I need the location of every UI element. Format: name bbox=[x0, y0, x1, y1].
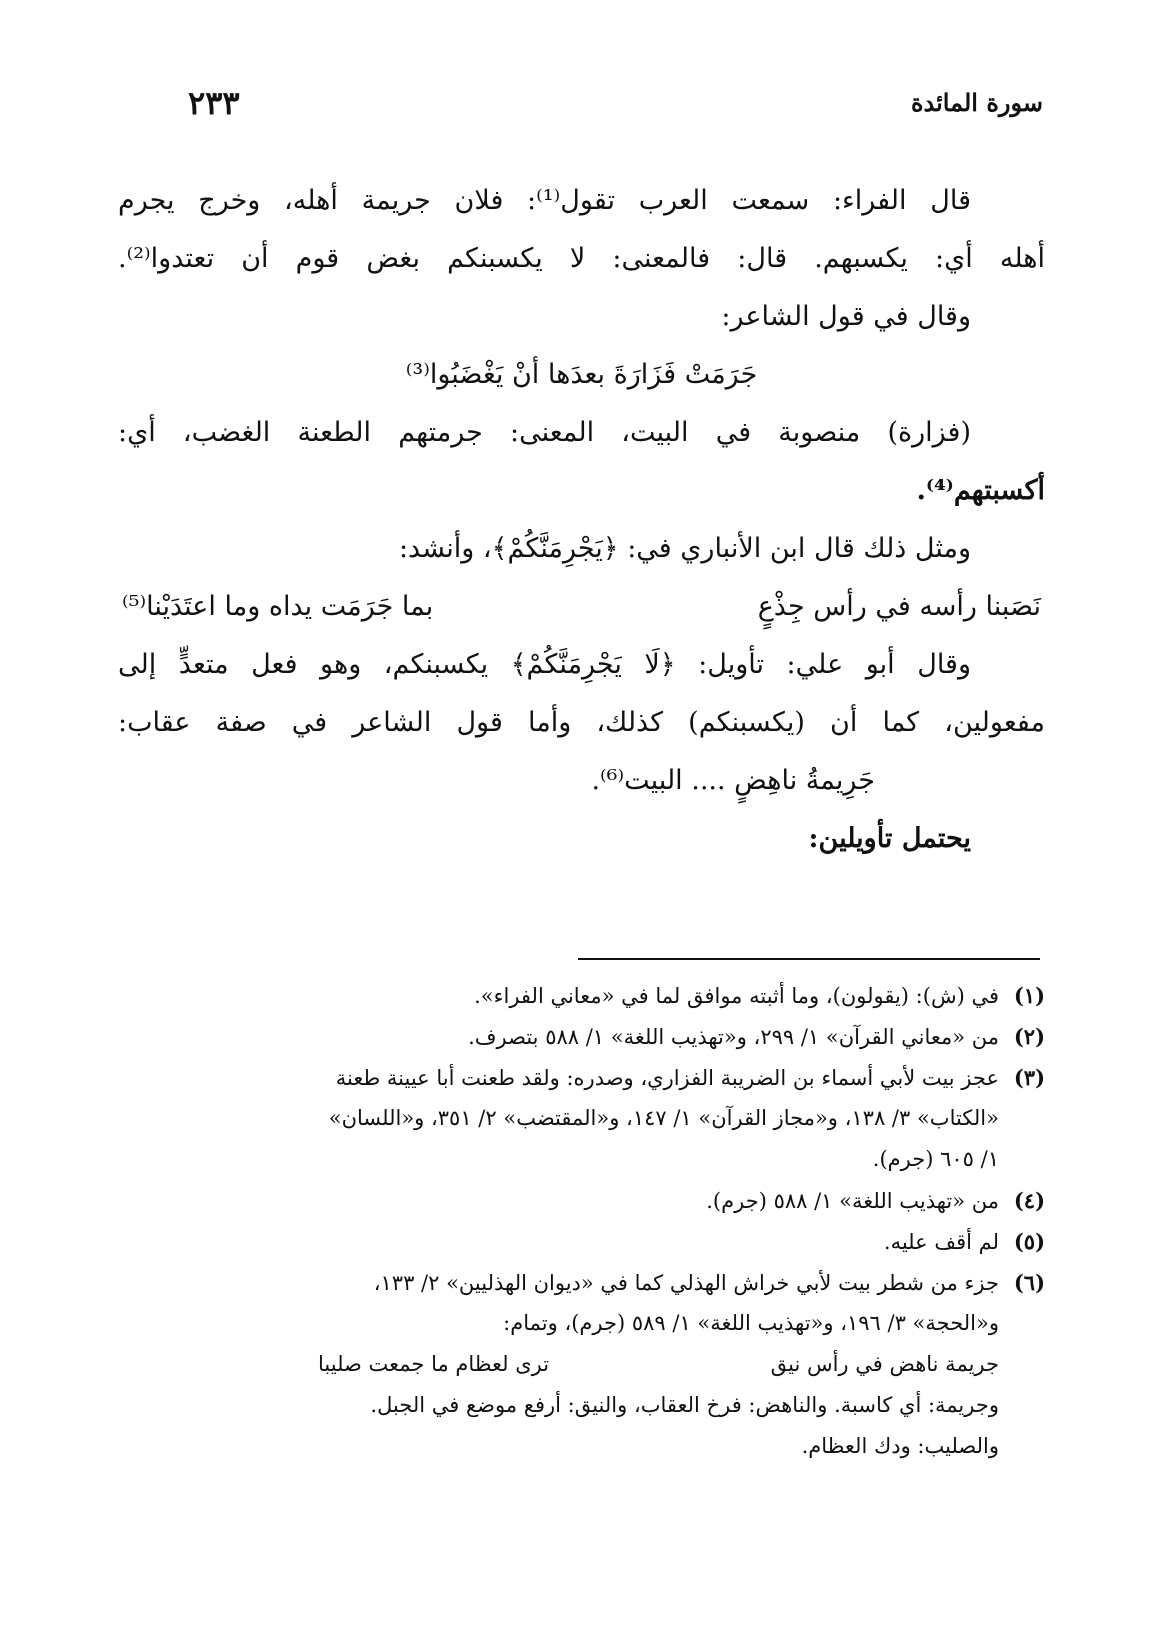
footnote-number: (١) bbox=[1013, 983, 1045, 1008]
footnote-text: من «تهذيب اللغة» ١/ ٥٨٨ (جرم). bbox=[706, 1189, 999, 1213]
footnote bbox=[118, 975, 1045, 1016]
footnote-number: (٦) bbox=[1013, 1270, 1045, 1295]
footnote bbox=[118, 1057, 1045, 1098]
footnote-continuation: و«الحجة» ٣/ ١٩٦، و«تهذيب اللغة» ١/ ٥٨٩ (جرم)، وتمام: bbox=[503, 1311, 999, 1335]
footnote-text: لم أقف عليه. bbox=[883, 1230, 999, 1254]
text-line: يحتمل تأويلين: bbox=[808, 823, 971, 854]
verse-hemistich: بما جَرَمَت يداه وما اعتَدَيْنا⁽⁵⁾ bbox=[122, 591, 434, 622]
main-text bbox=[118, 172, 1045, 868]
verse-hemistich: نَصَبنا رأسه في رأس جِذْعٍ bbox=[757, 591, 1041, 622]
footnote-continuation: وجريمة: أي كاسبة. والناهض: فرخ العقاب، والنيق: أرفع موضع في الجبل. bbox=[370, 1393, 999, 1417]
footnote-number: (٣) bbox=[1013, 1065, 1045, 1090]
page-header bbox=[120, 84, 1043, 128]
footnote-continuation: والصليب: ودك العظام. bbox=[801, 1434, 999, 1458]
footnote-continuation: «الكتاب» ٣/ ١٣٨، و«مجاز القرآن» ١/ ١٤٧، و«المقتضب» ٢/ ٣٥١، و«اللسان» bbox=[328, 1106, 999, 1130]
footnotes bbox=[118, 975, 1045, 1467]
footnote bbox=[118, 1180, 1045, 1221]
footnote-text: جزء من شطر بيت لأبي خراش الهذلي كما في «ديوان الهذليين» ٢/ ١٣٣، bbox=[373, 1271, 999, 1295]
verse-line: جَرِيمةُ ناهِضٍ .... البيت⁽⁶⁾. bbox=[591, 765, 875, 796]
text-line: ومثل ذلك قال ابن الأنباري في: ﴿يَجْرِمَنَّكُمْ﴾، وأنشد: bbox=[398, 533, 971, 564]
verse-hemistich: ترى لعظام ما جمعت صليبا bbox=[318, 1352, 550, 1376]
footnote-verse bbox=[118, 1344, 1045, 1385]
footnote-text: عجز بيت لأبي أسماء بن الضريبة الفزاري، وصدره: ولقد طعنت أبا عيينة طعنة bbox=[335, 1066, 999, 1090]
text-line: وقال أبو علي: تأويل: ﴿لَا يَجْرِمَنَّكُمْ﴾ يكسبنكم، وهو فعل متعدٍّ إلى bbox=[118, 649, 971, 680]
text-line: مفعولين، كما أن (يكسبنكم) كذلك، وأما قول الشاعر في صفة عقاب: bbox=[118, 707, 1045, 738]
footnote bbox=[118, 1262, 1045, 1303]
verse-line: جَرَمَتْ فَزَارَةَ بعدَها أنْ يَغْضَبُوا⁽³⁾ bbox=[405, 359, 758, 390]
footnote-text: في (ش): (يقولون)، وما أثبته موافق لما في «معاني الفراء». bbox=[474, 984, 999, 1008]
footnote-text: من «معاني القرآن» ١/ ٢٩٩، و«تهذيب اللغة» ١/ ٥٨٨ بتصرف. bbox=[468, 1025, 999, 1049]
text-line: أهله أي: يكسبهم. قال: فالمعنى: لا يكسبنكم بغض قوم أن تعتدوا⁽²⁾. bbox=[118, 243, 1045, 274]
footnote bbox=[118, 1016, 1045, 1057]
running-title: سورة المائدة bbox=[910, 88, 1043, 117]
footnote-number: (٢) bbox=[1013, 1024, 1045, 1049]
footnote-divider bbox=[578, 958, 1040, 960]
text-line: أكسبتهم⁽⁴⁾. bbox=[916, 475, 1045, 506]
footnote-number: (٥) bbox=[1013, 1229, 1045, 1254]
page-number: ٢٣٣ bbox=[188, 84, 240, 122]
text-line: قال الفراء: سمعت العرب تقول⁽¹⁾: فلان جريمة أهله، وخرج يجرم bbox=[118, 185, 971, 216]
text-line: (فزارة) منصوبة في البيت، المعنى: جرمتهم الطعنة الغضب، أي: bbox=[118, 417, 971, 448]
text-line: وقال في قول الشاعر: bbox=[721, 301, 971, 332]
verse-line bbox=[118, 578, 1045, 636]
footnote-continuation: ١/ ٦٠٥ (جرم). bbox=[872, 1147, 999, 1171]
footnote bbox=[118, 1221, 1045, 1262]
verse-hemistich: جريمة ناهض في رأس نيق bbox=[770, 1352, 999, 1376]
footnote-number: (٤) bbox=[1013, 1188, 1045, 1213]
